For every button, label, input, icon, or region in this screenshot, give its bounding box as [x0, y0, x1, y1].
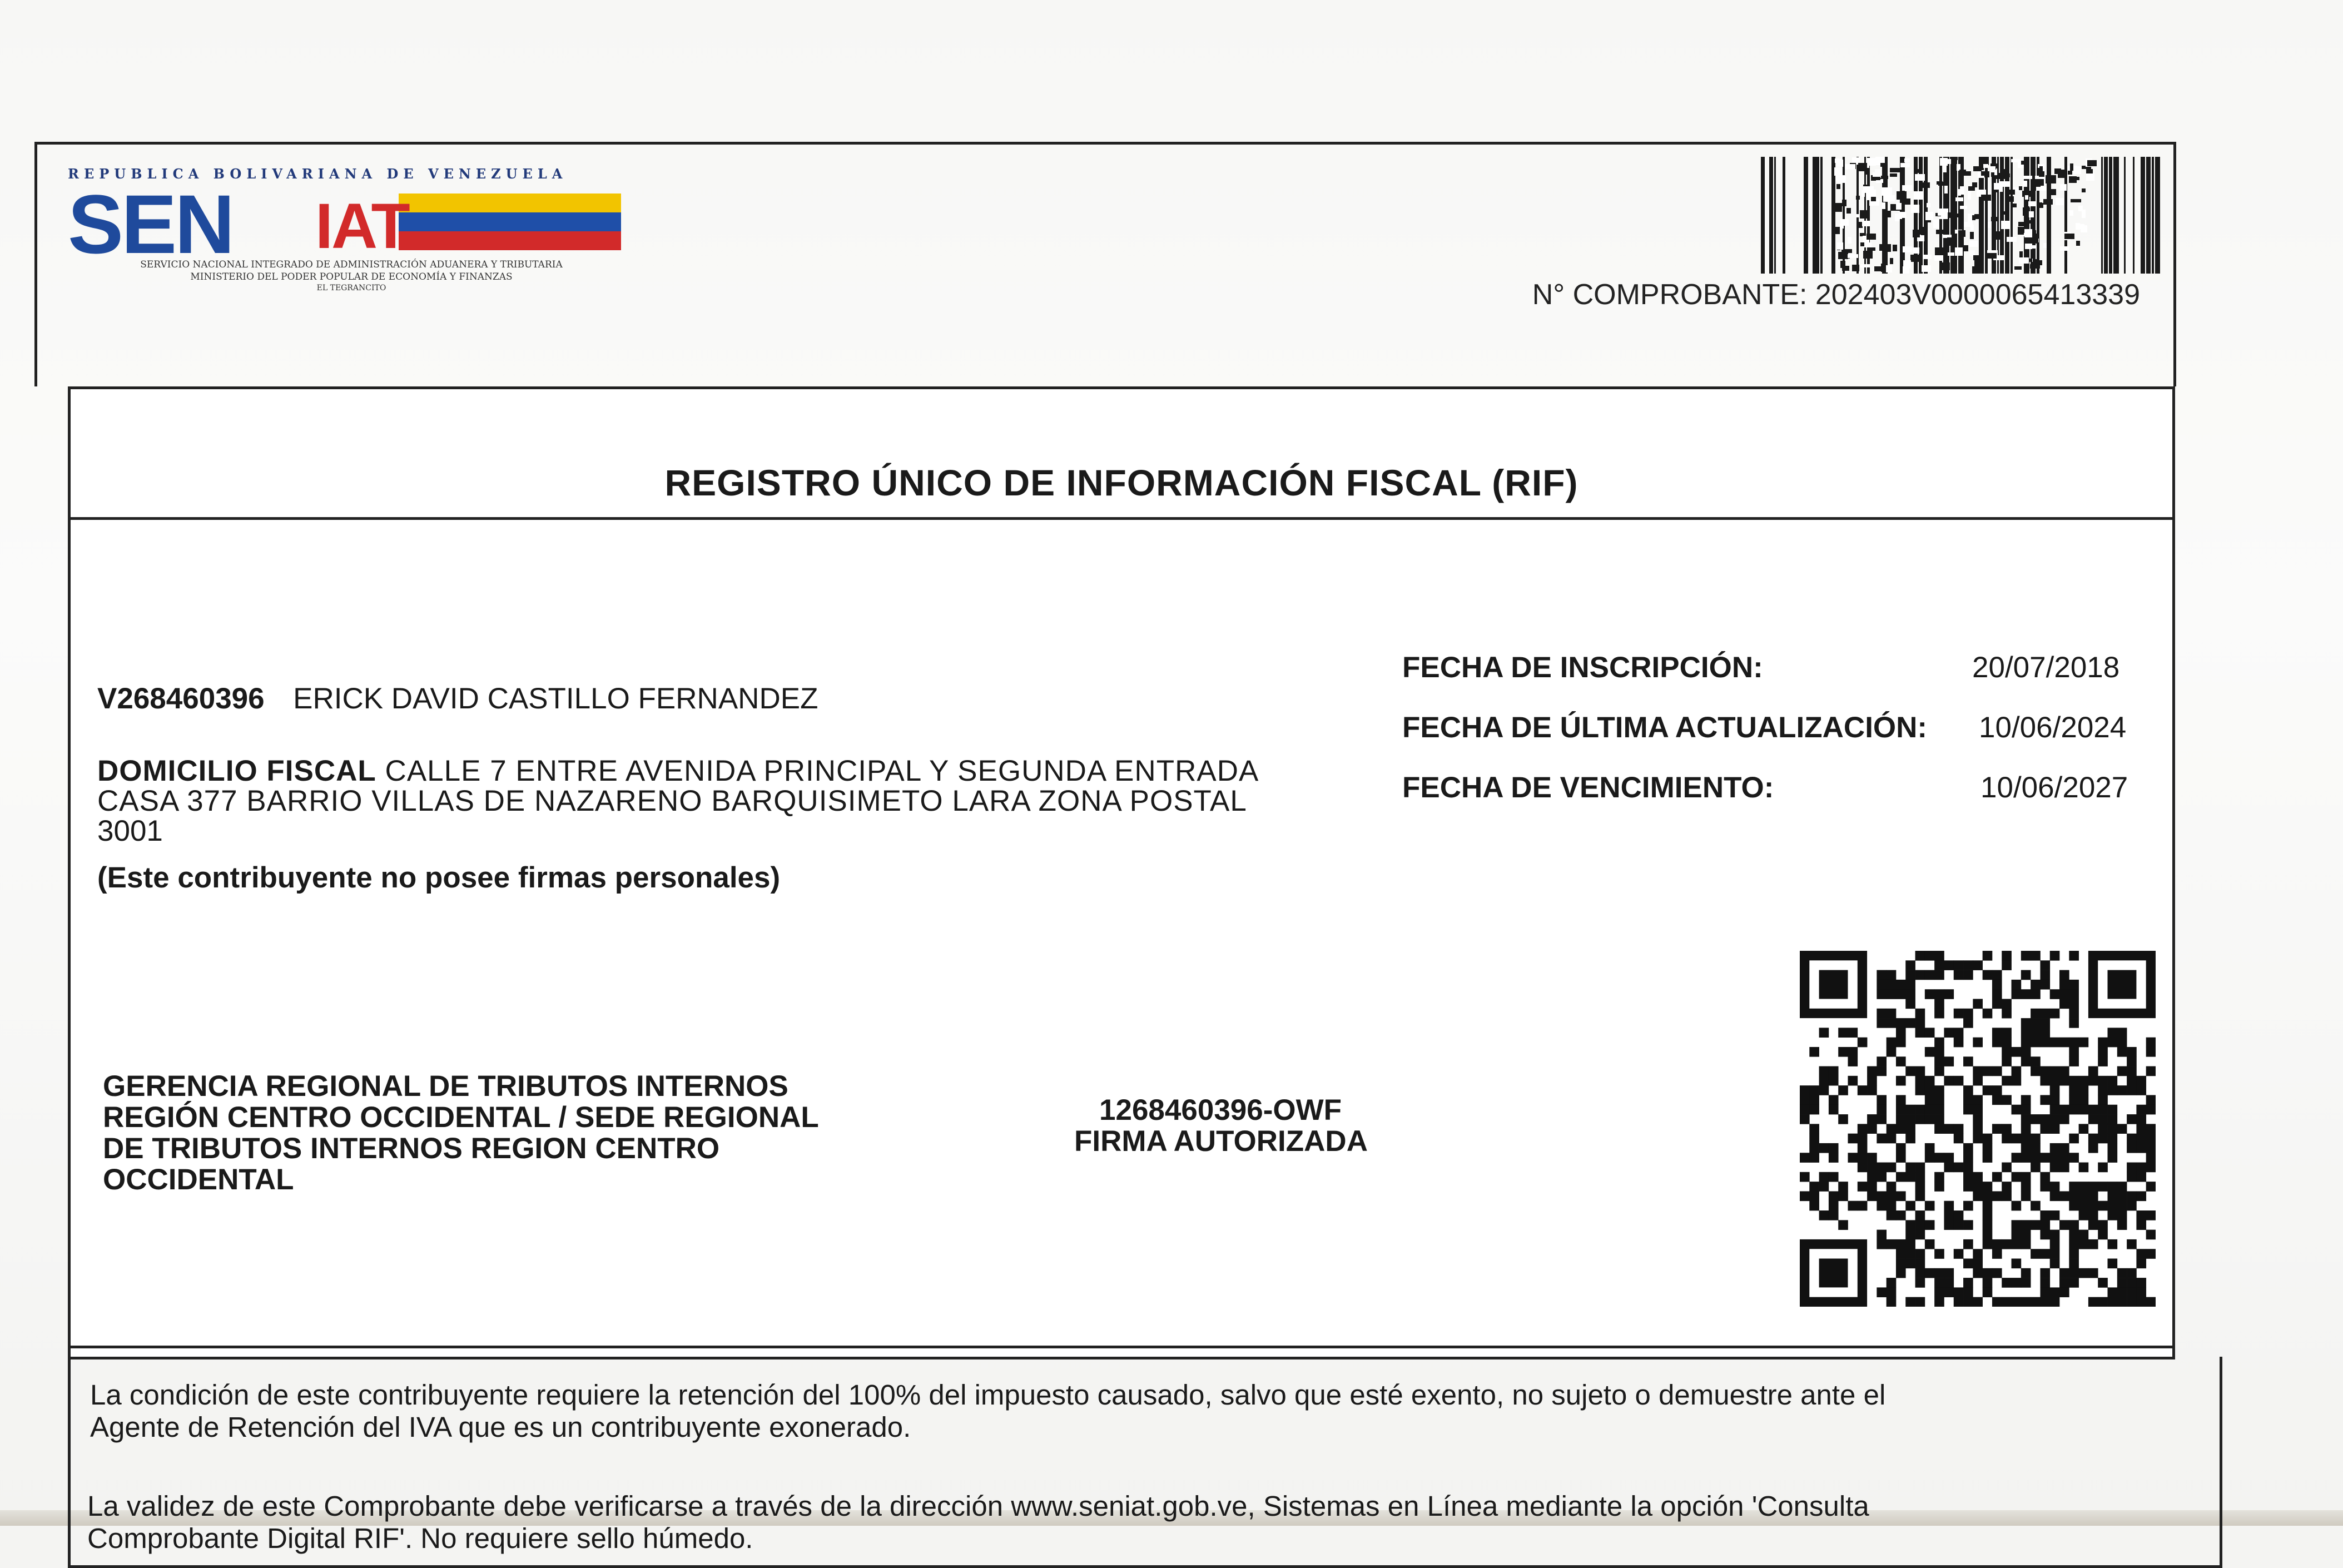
firmas-note: (Este contribuyente no posee firmas personales)	[97, 861, 781, 894]
retention-line-2: Agente de Retención del IVA que es un contribuyente exonerado.	[90, 1411, 911, 1443]
vencimiento-value: 10/06/2027	[1980, 771, 2128, 804]
logo-sen-text: SEN	[68, 177, 233, 271]
domicilio-line-3: 3001	[97, 815, 163, 847]
office-line-4: OCCIDENTAL	[103, 1163, 294, 1196]
taxpayer-line	[97, 683, 818, 715]
office-line-3: DE TRIBUTOS INTERNOS REGION CENTRO	[103, 1132, 720, 1165]
office-line-1: GERENCIA REGIONAL DE TRIBUTOS INTERNOS	[103, 1070, 788, 1103]
republic-line: REPUBLICA BOLIVARIANA DE VENEZUELA	[68, 166, 568, 182]
validity-line-1: La validez de este Comprobante debe verificarse a través de la dirección www.seniat.gob.ve, Sistemas en Línea mediante la opción 'Consulta	[87, 1490, 1869, 1522]
logo-subtitle-2: MINISTERIO DEL PODER POPULAR DE ECONOMÍA Y FINANZAS	[190, 271, 513, 282]
logo-iat-text: IAT	[315, 191, 409, 262]
domicilio-label: DOMICILIO FISCAL	[97, 755, 376, 787]
domicilio-line-1	[97, 755, 1259, 787]
header-box	[34, 142, 2176, 386]
qr-code	[1800, 951, 2156, 1307]
footer-box	[68, 1357, 2222, 1568]
barcode-image	[1761, 157, 2161, 274]
rif-number: V268460396	[97, 682, 265, 715]
signature-label: FIRMA AUTORIZADA	[1074, 1125, 1368, 1158]
title-divider	[71, 517, 2172, 520]
domicilio-line-2: CASA 377 BARRIO VILLAS DE NAZARENO BARQUISIMETO LARA ZONA POSTAL	[97, 785, 1247, 817]
comprobante-number: N° COMPROBANTE: 202403V0000065413339	[1532, 279, 2140, 311]
inscripcion-value: 20/07/2018	[1972, 651, 2120, 684]
seniat-logo	[68, 166, 624, 299]
vencimiento-label: FECHA DE VENCIMIENTO:	[1402, 771, 1774, 804]
domicilio-text-1: CALLE 7 ENTRE AVENIDA PRINCIPAL Y SEGUNDA ENTRADA	[385, 755, 1259, 787]
flag-stripes	[399, 193, 621, 255]
actualizacion-value: 10/06/2024	[1979, 711, 2127, 744]
actualizacion-label: FECHA DE ÚLTIMA ACTUALIZACIÓN:	[1402, 711, 1928, 744]
logo-subtitle-3: EL TEGRANCITO	[316, 284, 386, 292]
validity-line-2: Comprobante Digital RIF'. No requiere sello húmedo.	[87, 1522, 753, 1554]
signature-code: 1268460396-OWF	[1099, 1094, 1342, 1127]
inscripcion-label: FECHA DE INSCRIPCIÓN:	[1402, 651, 1763, 684]
office-line-2: REGIÓN CENTRO OCCIDENTAL / SEDE REGIONAL	[103, 1101, 819, 1134]
rif-certificate	[34, 142, 2181, 1554]
document-title: REGISTRO ÚNICO DE INFORMACIÓN FISCAL (RIF)	[664, 462, 1578, 503]
taxpayer-name: ERICK DAVID CASTILLO FERNANDEZ	[293, 682, 818, 715]
main-box	[68, 386, 2175, 1359]
footer-divider	[71, 1346, 2172, 1348]
logo-subtitle-1: SERVICIO NACIONAL INTEGRADO DE ADMINISTRACIÓN ADUANERA Y TRIBUTARIA	[140, 259, 563, 270]
retention-line-1: La condición de este contribuyente requiere la retención del 100% del impuesto causado, salvo que esté exento, no sujeto o demuestre ante el	[90, 1379, 1886, 1411]
